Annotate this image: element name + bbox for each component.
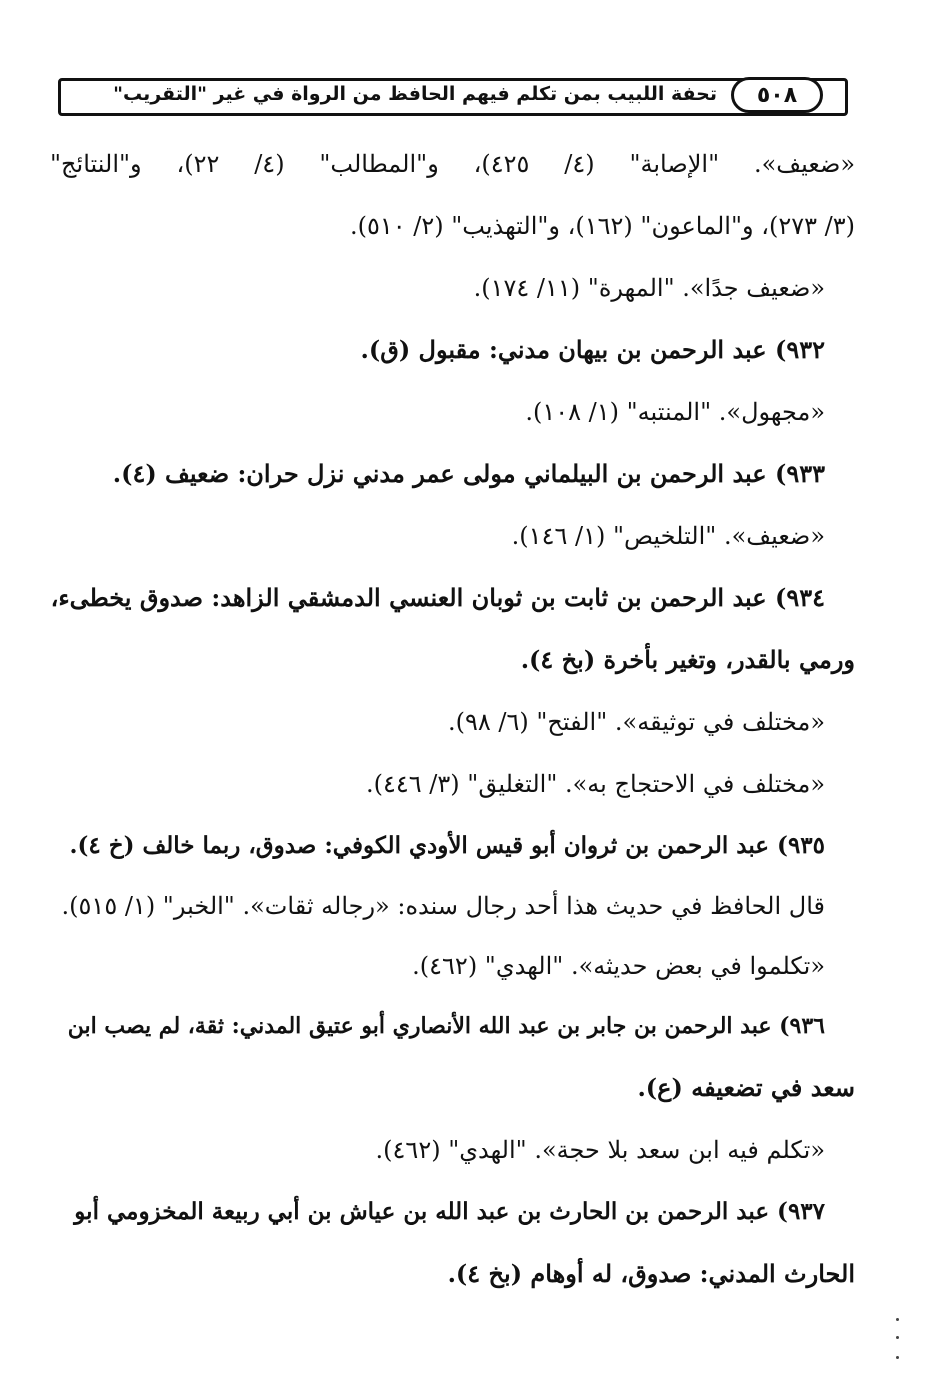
entry-line: الحارث المدني: صدوق، له أوهام (بخ ٤).: [447, 1259, 855, 1288]
text-line: «ضعيف جدًا». "المهرة" (١١/ ١٧٤).: [473, 274, 825, 302]
margin-mark: [896, 1336, 899, 1339]
text-line: «تكلموا في بعض حديثه». "الهدي" (٤٦٢).: [412, 952, 825, 980]
margin-mark: [896, 1318, 899, 1321]
entry-line: ٩٣٥) عبد الرحمن بن ثروان أبو قيس الأودي الكوفي: صدوق، ربما خالف (خ ٤).: [69, 832, 825, 859]
text-line: «تكلم فيه ابن سعد بلا حجة». "الهدي" (٤٦٢).: [375, 1136, 825, 1164]
text-line: «مجهول». "المنتبه" (١/ ١٠٨).: [525, 398, 825, 426]
entry-line: ٩٣٦) عبد الرحمن بن جابر بن عبد الله الأنصاري أبو عتيق المدني: ثقة، لم يصب ابن: [67, 1013, 825, 1039]
text-line: (٣/ ٢٧٣)، و"الماعون" (١٦٢)، و"التهذيب" (٢/ ٥١٠).: [349, 212, 855, 240]
entry-line: سعد في تضعيفه (ع).: [637, 1073, 855, 1102]
entry-line: ٩٣٣) عبد الرحمن بن البيلماني مولى عمر مدني نزل حران: ضعيف (٤).: [112, 459, 825, 488]
running-header: [58, 78, 848, 116]
text-line: قال الحافظ في حديث هذا أحد رجال سنده: «رجاله ثقات». "الخبر" (١/ ٥١٥).: [61, 892, 825, 920]
entry-line: ٩٣٧) عبد الرحمن بن الحارث بن عبد الله بن عياش بن أبي ربيعة المخزومي أبو: [74, 1198, 825, 1225]
entry-line: ورمي بالقدر، وتغير بأخرة (بخ ٤).: [520, 645, 855, 674]
text-line: «ضعيف». "التلخيص" (١/ ١٤٦).: [511, 522, 825, 550]
entry-line: ٩٣٢) عبد الرحمن بن بيهان مدني: مقبول (ق).: [360, 335, 825, 364]
book-title: تحفة اللبيب بمن تكلم فيهم الحافظ من الرواة في غير "التقريب": [113, 83, 717, 105]
text-line: «ضعيف». "الإصابة" (٤/ ٤٢٥)، و"المطالب" (٤/ ٢٢)، و"النتائج": [50, 150, 856, 178]
page-number: ٥٠٨: [731, 77, 823, 113]
margin-mark: [896, 1356, 899, 1359]
entry-line: ٩٣٤) عبد الرحمن بن ثابت بن ثوبان العنسي الدمشقي الزاهد: صدوق يخطىء،: [50, 583, 825, 612]
text-line: «مختلف في الاحتجاج به». "التغليق" (٣/ ٤٤٦).: [366, 770, 825, 798]
text-line: «مختلف في توثيقه». "الفتح" (٦/ ٩٨).: [447, 708, 825, 736]
